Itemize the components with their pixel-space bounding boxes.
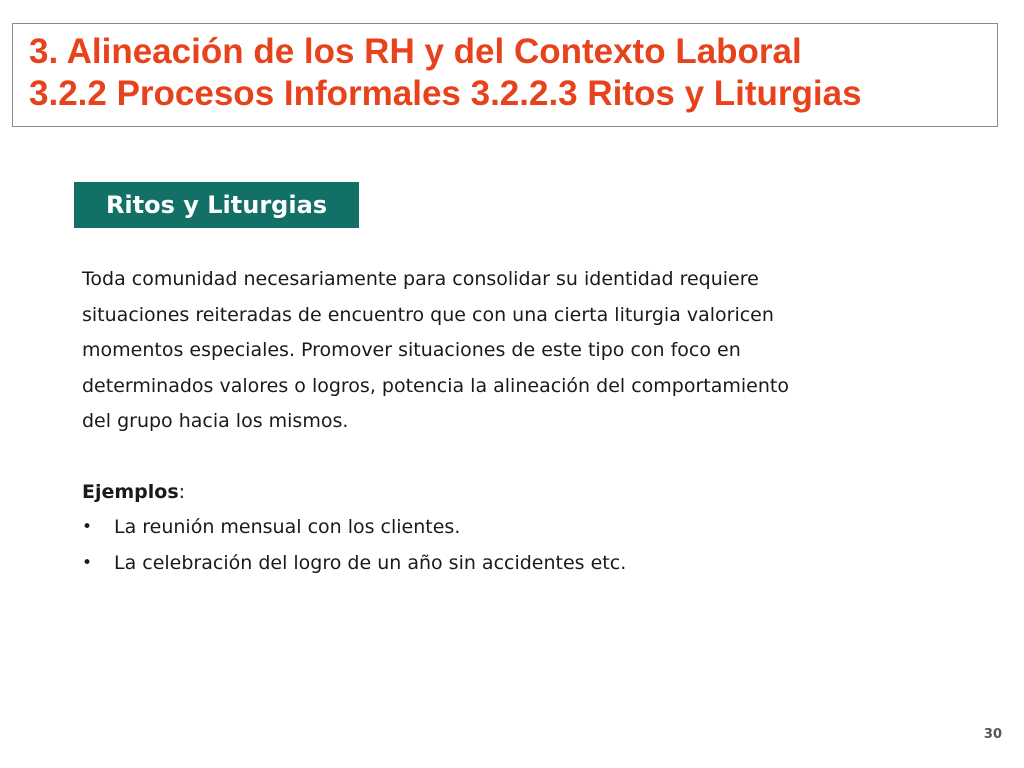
examples-heading [82, 475, 185, 511]
paragraph-line: momentos especiales. Promover situaciones de este tipo con foco en [82, 339, 741, 361]
page-number: 30 [983, 727, 1002, 742]
section-badge: Ritos y Liturgias [74, 182, 359, 228]
examples-heading-label: Ejemplos [82, 481, 179, 503]
paragraph-line: situaciones reiteradas de encuentro que con una cierta liturgia valoricen [82, 303, 774, 326]
title-box [12, 23, 998, 127]
paragraph-line: del grupo hacia los mismos. [82, 410, 349, 432]
slide-title-line-1: 3. Alineación de los RH y del Contexto Laboral [29, 32, 802, 71]
bullet-icon: • [82, 552, 93, 573]
list-item-text: La reunión mensual con los clientes. [114, 516, 461, 538]
list-item [82, 510, 626, 546]
paragraph-line: determinados valores o logros, potencia la alineación del comportamiento [82, 374, 789, 397]
list-item [82, 546, 626, 582]
bullet-icon: • [82, 517, 93, 537]
list-item-text: La celebración del logro de un año sin accidentes etc. [114, 551, 627, 574]
examples-list [82, 510, 626, 581]
body-paragraph [82, 262, 962, 440]
slide-title-line-2: 3.2.2 Procesos Informales 3.2.2.3 Ritos y Liturgias [29, 74, 862, 113]
examples-heading-colon: : [178, 481, 186, 503]
paragraph-line: Toda comunidad necesariamente para consolidar su identidad requiere [82, 268, 759, 290]
